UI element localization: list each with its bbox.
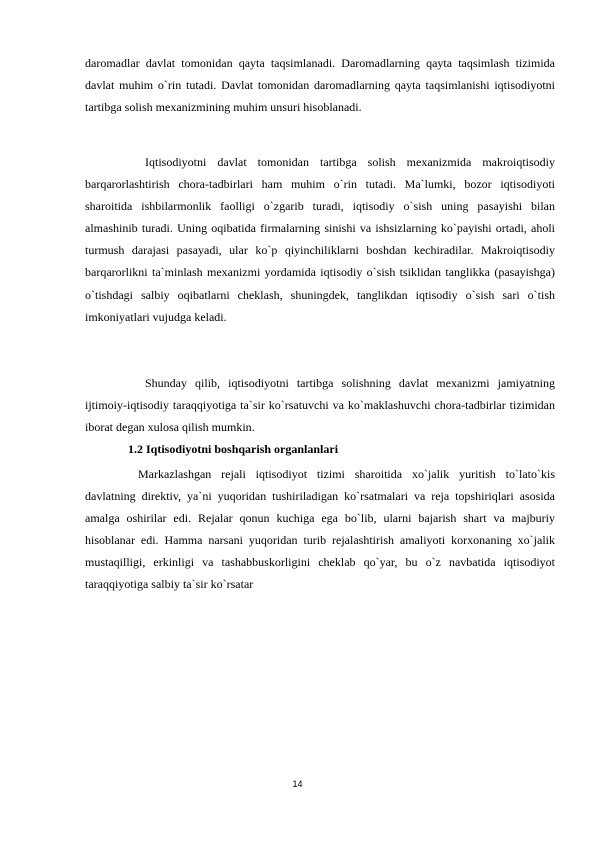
page-number: 14 xyxy=(292,779,303,789)
paragraph-conclusion: Shunday qilib, iqtisodiyotni tartibga solishning davlat mexanizmi jamiyatning ijtimoiy-iqtisodiy taraqqiyotiga ta`sir ko`rsatuvchi va ko`maklashuvchi chora-tadbirlar tizimidan iborat degan xulosa qilish mumkin. xyxy=(85,376,555,435)
paragraph-income-redistribution: daromadlar davlat tomonidan qayta taqsimlanadi. Daromadlarning qayta taqsimlash tizimida davlat muhim o`rin tutadi. Davlat tomonidan daromadlarning qayta taqsimlanishi iqtisodiyotni tartibga solish mexanizmining muhim unsuri hisoblanadi. xyxy=(85,56,555,115)
paragraph-macroeconomic-stabilization: Iqtisodiyotni davlat tomonidan tartibga solish mexanizmida makroiqtisodiy barqarorlashtirish chora-tadbirlari ham muhim o`rin tutadi. Ma`lumki, bozor iqtisodiyoti sharoitida ishbilarmonlik faolligi o`zgarib turadi, iqtisodiy o`sish uning pasayishi bilan almashinib turadi. Uning oqibatida firmalarning sinishi va ishsizlarning ko`payishi ortadi, aholi turmush darajasi pasayadi, ular ko`p qiyinchiliklarni boshdan kechiradilar. Makroiqtisodiy barqarorlikni ta`minlash mexanizmi yordamida iqtisodiy o`sish tsiklidan tanglikka (pasayishga) o`tishdagi salbiy oqibatlarni cheklash, shuningdek, tanglikdan iqtisodiy o`sish sari o`tish imkoniyatlari vujudga keladi. xyxy=(85,155,555,324)
section-heading: 1.2 Iqtisodiyotni boshqarish organlanlari xyxy=(128,442,339,456)
paragraph-planned-economy: Markazlashgan rejali iqtisodiyot tizimi sharoitida xo`jalik yuritish to`lato`kis davlatning direktiv, ya`ni yuqoridan tushiriladigan ko`rsatmalari va reja topshiriqlari asosida amalga oshirilar edi. Rejalar qonun kuchiga ega bo`lib, ularni bajarish shart va majburiy hisoblanar edi. Hamma narsani yuqoridan turib rejalashtirish amaliyoti korxonaning xo`jalik mustaqilligi, erkinligi va tashabbuskorligini cheklab qo`yar, bu o`z navbatida iqtisodiyot taraqqiyotiga salbiy ta`sir ko`rsatar xyxy=(85,467,555,592)
